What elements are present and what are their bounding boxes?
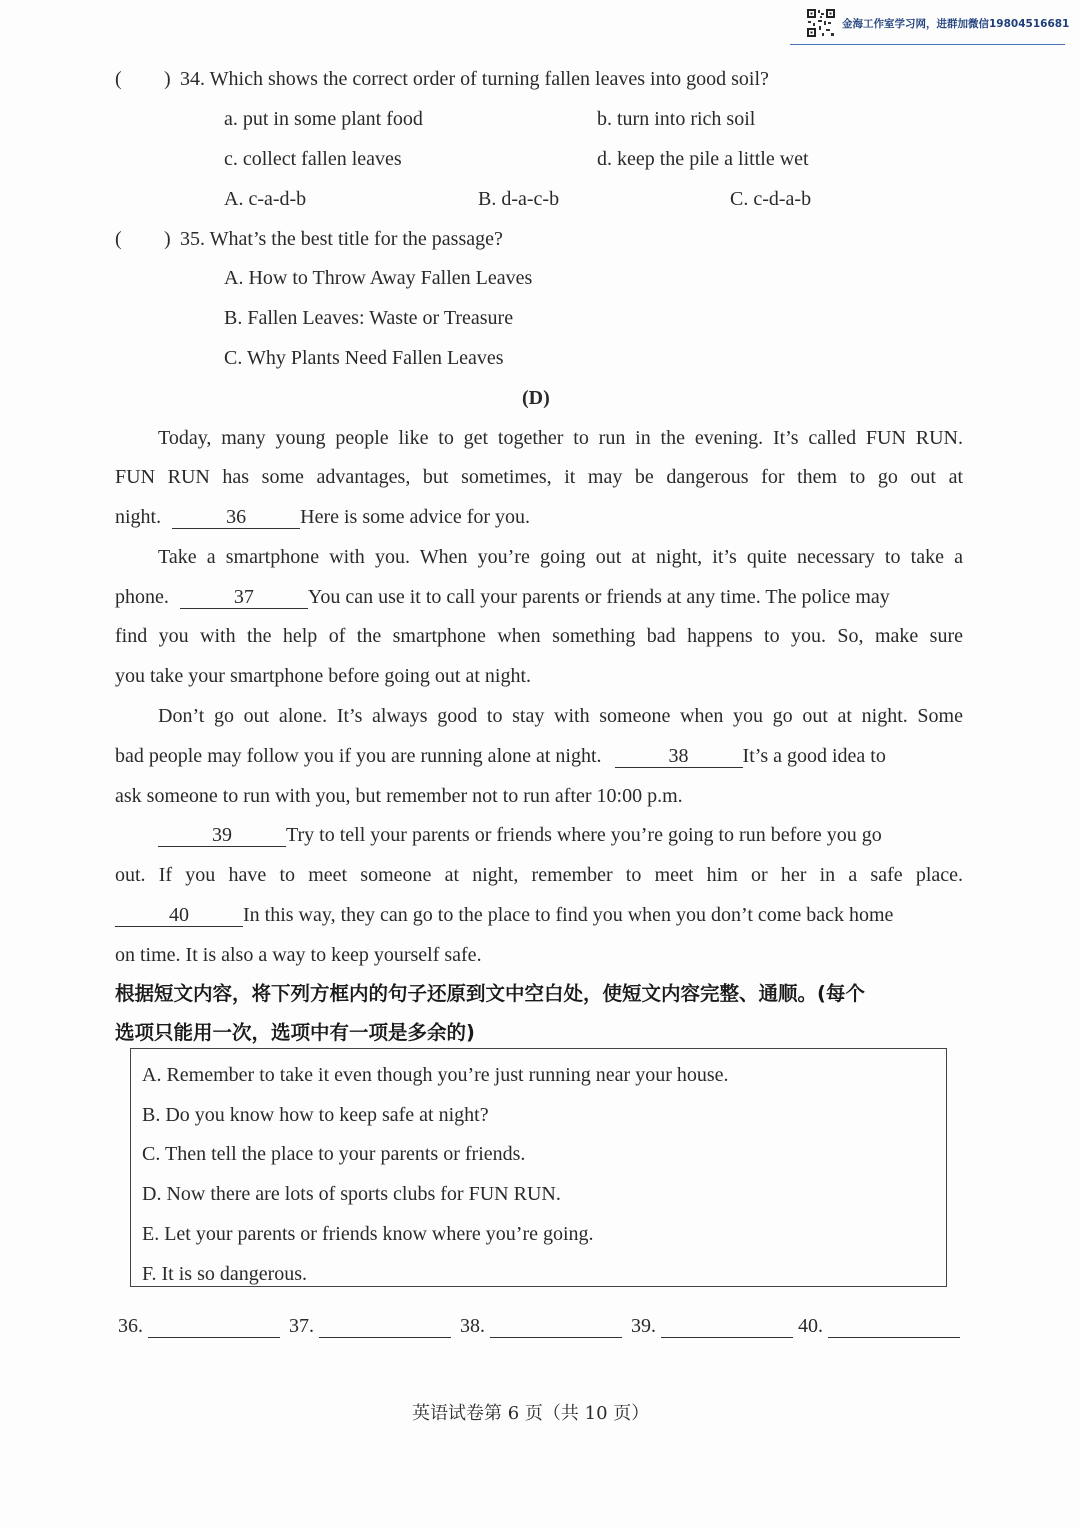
option-d: D. Now there are lots of sports clubs for FUN RUN. — [142, 1183, 561, 1205]
option-c: C. Then tell the place to your parents or friends. — [142, 1143, 526, 1165]
passage-text: bad people may follow you if you are running alone at night. — [115, 745, 602, 767]
q34-option-b: B. d-a-c-b — [478, 188, 560, 210]
page-footer: 英语试卷第 6 页（共 10 页） — [412, 1403, 650, 1424]
answer-blank-40[interactable] — [828, 1317, 960, 1338]
passage-p3-line1: Don’t go out alone. It’s always good to stay with someone when you go out at night. Some — [158, 705, 963, 727]
passage-text: night. — [115, 506, 162, 528]
passage-p2-line1: Take a smartphone with you. When you’re going out at night, it’s quite necessary to take a — [158, 546, 963, 568]
passage-p2-line4: you take your smartphone before going out at night. — [115, 665, 532, 687]
passage-p4-line2: out. If you have to meet someone at night, remember to meet him or her in a safe place. — [115, 864, 963, 886]
passage-text: In this way, they can go to the place to find you when you don’t come back home — [243, 904, 894, 926]
passage-p3-line2 — [115, 744, 886, 768]
passage-text: phone. — [115, 586, 169, 608]
q35-paren-close: ) — [164, 228, 171, 250]
passage-p2-line2 — [115, 585, 890, 609]
blank-39[interactable]: 39 — [158, 824, 286, 847]
passage-p1-line1: Today, many young people like to get together to run in the evening. It’s called FUN RUN. — [158, 427, 963, 449]
blank-37[interactable]: 37 — [180, 586, 308, 609]
answer-blank-39[interactable] — [661, 1317, 793, 1338]
option-f: F. It is so dangerous. — [142, 1263, 308, 1285]
q34-paren-open: ( — [115, 68, 122, 90]
page-header — [790, 6, 1070, 42]
answer-label-36: 36. — [118, 1315, 143, 1337]
q34-option-c: C. c-d-a-b — [730, 188, 812, 210]
q34-paren-close: ) — [164, 68, 171, 90]
option-b: B. Do you know how to keep safe at night? — [142, 1104, 489, 1126]
answer-label-40: 40. — [798, 1315, 823, 1337]
blank-38[interactable]: 38 — [615, 745, 743, 768]
instructions-line1: 根据短文内容，将下列方框内的句子还原到文中空白处，使短文内容完整、通顺。(每个 — [115, 982, 865, 1005]
passage-p4-line4: on time. It is also a way to keep yourself safe. — [115, 944, 482, 966]
header-divider — [790, 44, 1065, 45]
q34-question: 34. Which shows the correct order of turning fallen leaves into good soil? — [180, 68, 769, 90]
header-text: 金海工作室学习网，进群加微信19804516681 — [842, 18, 1070, 30]
answer-label-38: 38. — [460, 1315, 485, 1337]
passage-text: Here is some advice for you. — [300, 506, 531, 528]
passage-p4-line3 — [115, 903, 893, 927]
section-d-heading: (D) — [522, 387, 550, 409]
q35-option-c: C. Why Plants Need Fallen Leaves — [224, 347, 504, 369]
q34-item-a: a. put in some plant food — [224, 108, 423, 130]
passage-p1-line2: FUN RUN has some advantages, but sometimes, it may be dangerous for them to go out at — [115, 466, 963, 488]
answer-blank-37[interactable] — [319, 1317, 451, 1338]
answer-blank-36[interactable] — [148, 1317, 280, 1338]
answer-row — [118, 1314, 960, 1338]
passage-p3-line3: ask someone to run with you, but remember not to run after 10:00 p.m. — [115, 785, 683, 807]
answer-label-39: 39. — [631, 1315, 656, 1337]
passage-text: You can use it to call your parents or friends at any time. The police may — [307, 586, 890, 608]
q35-paren-open: ( — [115, 228, 122, 250]
passage-p1-line3 — [115, 505, 530, 529]
answer-label-37: 37. — [289, 1315, 314, 1337]
blank-36[interactable]: 36 — [172, 506, 300, 529]
passage-p2-line3: find you with the help of the smartphone when something bad happens to you. So, make sure — [115, 625, 963, 647]
blank-40[interactable]: 40 — [115, 904, 243, 927]
q34-item-d: d. keep the pile a little wet — [597, 148, 809, 170]
instructions-line2: 选项只能用一次，选项中有一项是多余的) — [115, 1021, 475, 1044]
passage-p4-line1 — [158, 823, 882, 847]
q35-option-a: A. How to Throw Away Fallen Leaves — [224, 267, 533, 289]
q34-option-a: A. c-a-d-b — [224, 188, 307, 210]
q35-question: 35. What’s the best title for the passage? — [180, 228, 503, 250]
q34-item-b: b. turn into rich soil — [597, 108, 756, 130]
answer-blank-38[interactable] — [490, 1317, 622, 1338]
option-a: A. Remember to take it even though you’re just running near your house. — [142, 1064, 729, 1086]
q34-item-c: c. collect fallen leaves — [224, 148, 402, 170]
passage-text: Try to tell your parents or friends where you’re going to run before you go — [286, 824, 882, 846]
qr-code-icon — [806, 8, 836, 38]
option-e: E. Let your parents or friends know where you’re going. — [142, 1223, 594, 1245]
passage-text: It’s a good idea to — [742, 745, 886, 767]
q35-option-b: B. Fallen Leaves: Waste or Treasure — [224, 307, 514, 329]
